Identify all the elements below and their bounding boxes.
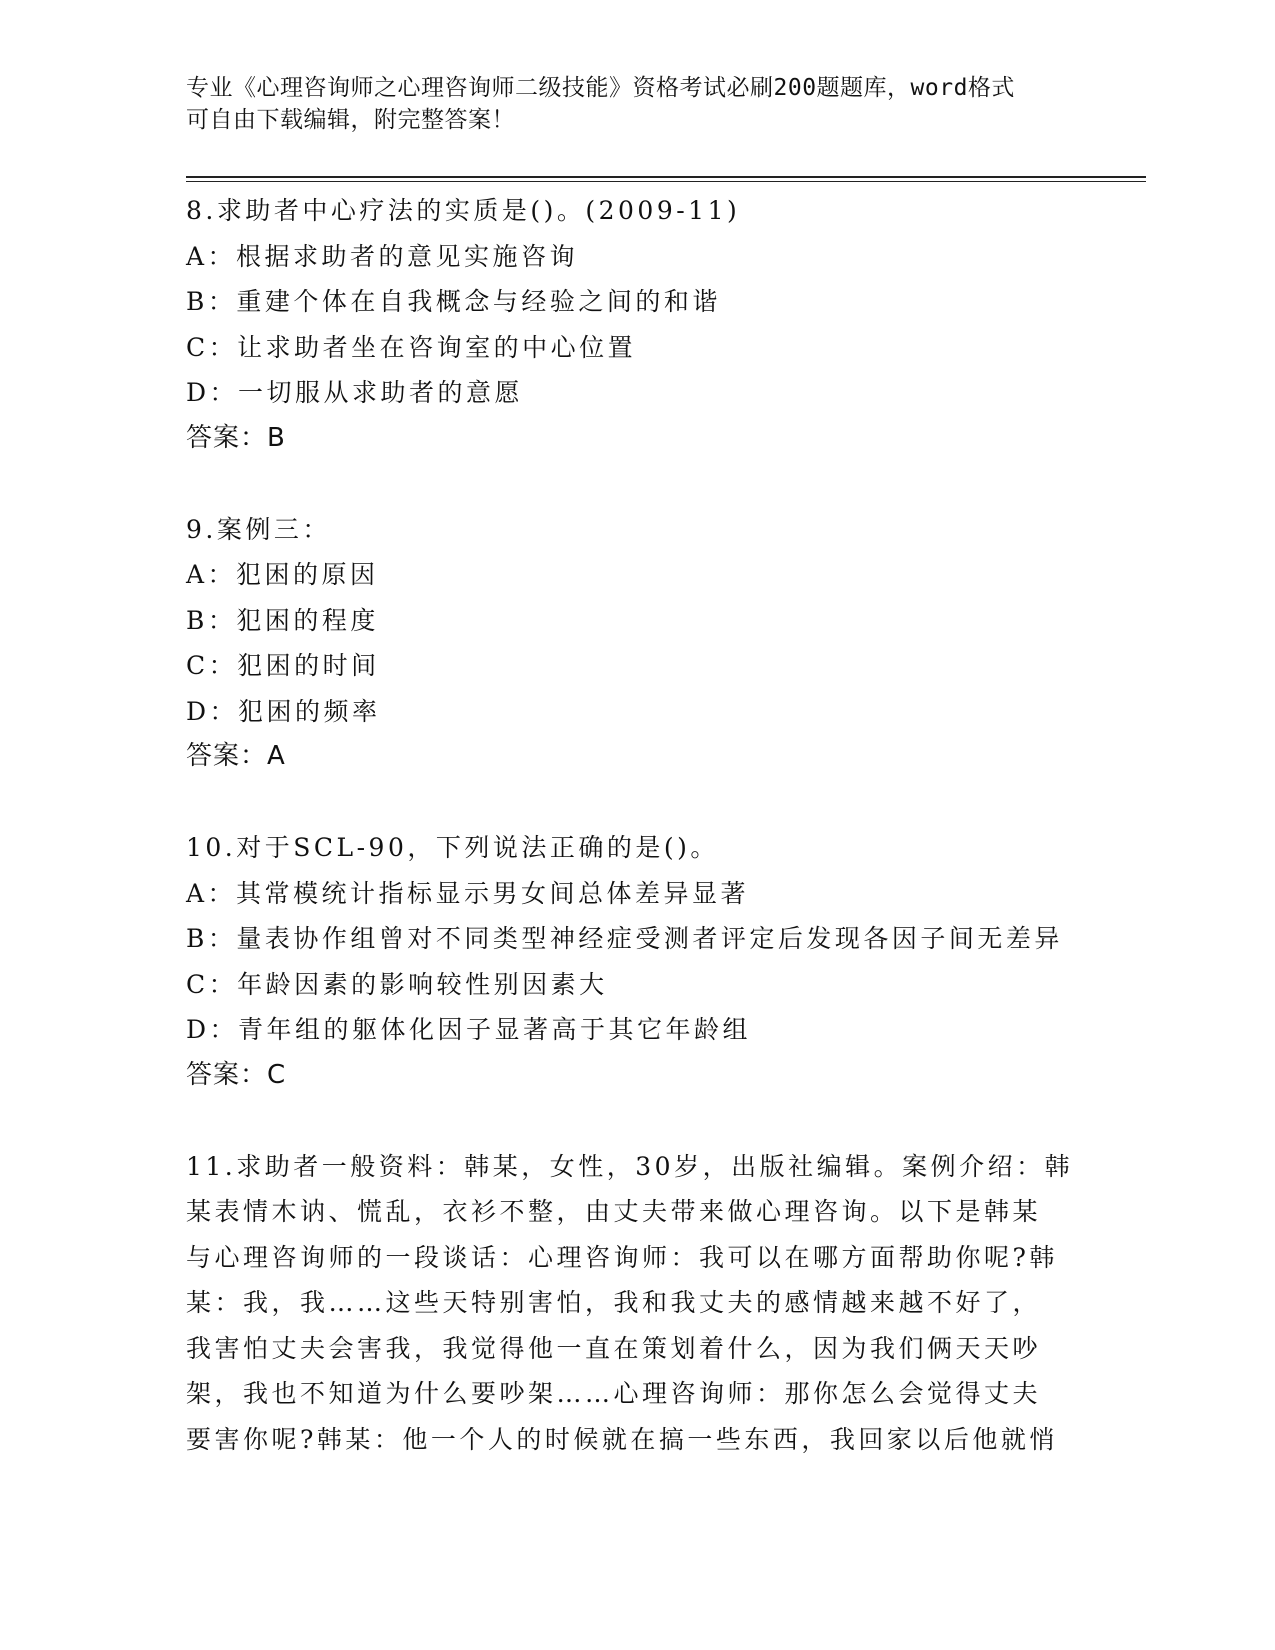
question-title: 8.求助者中心疗法的实质是()。(2009-11)	[186, 196, 741, 225]
option-c: C：让求助者坐在咨询室的中心位置	[186, 332, 637, 362]
question-8	[186, 188, 1086, 461]
spacer	[186, 1098, 1086, 1144]
question-text-line: 11.求助者一般资料：韩某，女性，30岁，出版社编辑。案例介绍：韩	[186, 1151, 1074, 1181]
option-c: C：年龄因素的影响较性别因素大	[186, 969, 608, 999]
question-text-line: 架，我也不知道为什么要吵架……心理咨询师：那你怎么会觉得丈夫	[186, 1379, 1042, 1408]
header-line-1: 专业《心理咨询师之心理咨询师二级技能》资格考试必刷200题题库，word格式	[186, 75, 1015, 101]
option-d: D：一切服从求助者的意愿	[186, 378, 524, 407]
option-b: B：重建个体在自我概念与经验之间的和谐	[186, 287, 721, 316]
question-title: 10.对于SCL-90，下列说法正确的是()。	[186, 833, 719, 862]
spacer	[186, 780, 1086, 826]
header-divider-thin	[186, 181, 1146, 182]
option-d: D：犯困的频率	[186, 696, 381, 726]
question-11	[186, 1144, 1086, 1463]
option-a: A：犯困的原因	[186, 560, 379, 589]
option-b: B：量表协作组曾对不同类型神经症受测者评定后发现各因子间无差异	[186, 924, 1063, 953]
document-body	[186, 188, 1086, 1462]
question-title: 9.案例三：	[186, 514, 331, 544]
spacer	[186, 461, 1086, 507]
question-text-line: 我害怕丈夫会害我，我觉得他一直在策划着什么，因为我们俩天天吵	[186, 1333, 1042, 1363]
question-text-line: 某：我，我……这些天特别害怕，我和我丈夫的感情越来越不好了，	[186, 1288, 1042, 1317]
header-divider-thick	[186, 176, 1146, 178]
answer-line: 答案：B	[186, 422, 286, 453]
question-text-line: 与心理咨询师的一段谈话：心理咨询师：我可以在哪方面帮助你呢?韩	[186, 1242, 1058, 1272]
option-a: A：其常模统计指标显示男女间总体差异显著	[186, 878, 750, 908]
option-d: D：青年组的躯体化因子显著高于其它年龄组	[186, 1015, 752, 1044]
answer-line: 答案：C	[186, 1059, 287, 1090]
question-9	[186, 507, 1086, 780]
question-10	[186, 825, 1086, 1098]
question-text-line: 要害你呢?韩某：他一个人的时候就在搞一些东西，我回家以后他就悄	[186, 1424, 1058, 1454]
answer-line: 答案：A	[186, 741, 286, 771]
option-b: B：犯困的程度	[186, 605, 379, 635]
header-line-2: 可自由下载编辑，附完整答案！	[186, 107, 515, 133]
option-c: C：犯困的时间	[186, 651, 380, 680]
document-header	[186, 72, 1066, 136]
option-a: A：根据求助者的意见实施咨询	[186, 241, 579, 271]
question-text-line: 某表情木讷、慌乱，衣衫不整，由丈夫带来做心理咨询。以下是韩某	[186, 1197, 1042, 1226]
